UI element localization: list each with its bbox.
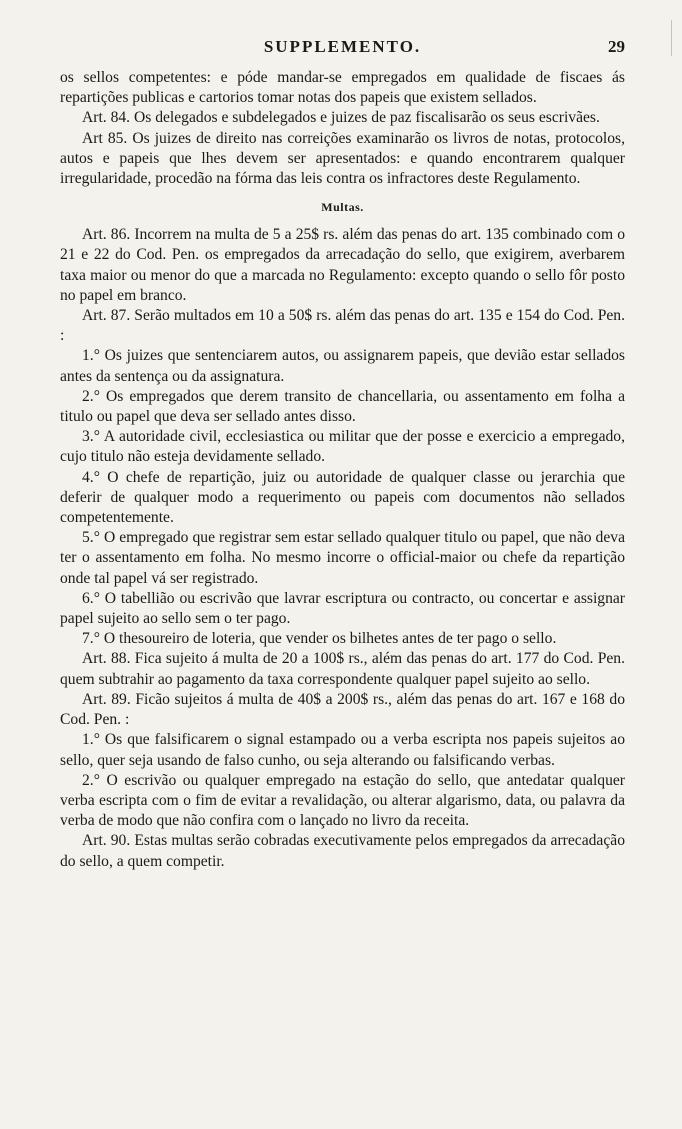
section-heading-multas: Multas. (321, 200, 364, 215)
article-87-item-7: 7.° O thesoureiro de loteria, que vender os bilhetes antes de ter pago o sello. (82, 630, 557, 648)
article-87-item-4: 4.° O chefe de repartição, juiz ou autoridade de qualquer classe ou jerarchia que deferir de qualquer modo a requerimento ou papeis com documentos não sellados competentemente. (60, 468, 625, 527)
article-87: Art. 87. Serão multados em 10 a 50$ rs. além das penas do art. 135 e 154 do Cod. Pen. : (60, 307, 625, 345)
article-87-item-3: 3.° A autoridade civil, ecclesiastica ou militar que der posse e exercicio a empregado, cujo titulo não esteja devidamente sellado. (60, 428, 625, 466)
article-84: Art. 84. Os delegados e subdelegados e juizes de paz fiscalisarão os seus escrivães. (82, 109, 600, 127)
page-header (60, 37, 625, 61)
article-85: Art 85. Os juizes de direito nas correições examinarão os livros de notas, protocolos, autos e papeis que lhes devem ser apresentados: e quando encontrarem qualquer irregularidade, procedão na fórma das leis contra os infractores deste Regulamento. (60, 129, 625, 188)
article-89: Art. 89. Ficão sujeitos á multa de 40$ a 200$ rs., além das penas do art. 167 e 168 do Cod. Pen. : (60, 690, 625, 729)
running-head: SUPPLEMENTO. (263, 37, 422, 56)
article-89-item-2: 2.° O escrivão ou qualquer empregado na estação do sello, que antedatar qualquer verba escripta com o fim de evitar a revalidação, ou alterar algarismo, data, ou palavra da verba de modo que não confira com o lançado no livro da receita. (60, 771, 625, 830)
body-text (60, 68, 625, 872)
article-87-item-5: 5.° O empregado que registrar sem estar sellado qualquer titulo ou papel, que não deva ter o assentamento em folha. No mesmo incorre o official-maior ou chefe da repartição onde tal papel vá ser registrado. (60, 529, 625, 587)
article-87-item-1: 1.° Os juizes que sentenciarem autos, ou assignarem papeis, que devião estar sellados antes da sentença ou da assignatura. (60, 347, 625, 385)
article-90: Art. 90. Estas multas serão cobradas executivamente pelos empregados da arrecadação do sello, a quem competir. (60, 832, 625, 870)
article-89-item-1: 1.° Os que falsificarem o signal estampado ou a verba escripta nos papeis sujeitos ao sello, quer seja usando de falso cunho, ou seja alterando ou falsificando verbas. (60, 731, 625, 769)
page-number: 29 (608, 37, 625, 56)
paragraph-continuation: os sellos competentes: e póde mandar-se empregados em qualidade de fiscaes ás repartições publicas e cartorios tomar notas dos papeis que existem sellados. (60, 69, 625, 107)
page-edge-mark (671, 20, 672, 56)
article-87-item-6: 6.° O tabellião ou escrivão que lavrar escriptura ou contracto, ou concertar e assignar papel sujeito ao sello sem o ter pago. (60, 589, 625, 628)
article-87-item-2: 2.° Os empregados que derem transito de chancellaria, ou assentamento em folha a titulo ou papel que deva ser sellado antes disso. (60, 387, 625, 426)
article-86: Art. 86. Incorrem na multa de 5 a 25$ rs. além das penas do art. 135 combinado com o 21 e 22 do Cod. Pen. os empregados da arrecadação do sello, que exigirem, averbarem taxa maior ou menor do que a marcada no Regulamento: excepto quando o sello fôr posto no papel em branco. (60, 226, 625, 304)
article-88: Art. 88. Fica sujeito á multa de 20 a 100$ rs., além das penas do art. 177 do Cod. Pen. quem subtrahir ao pagamento da taxa correspondente qualquer papel sujeito ao sello. (60, 650, 625, 688)
